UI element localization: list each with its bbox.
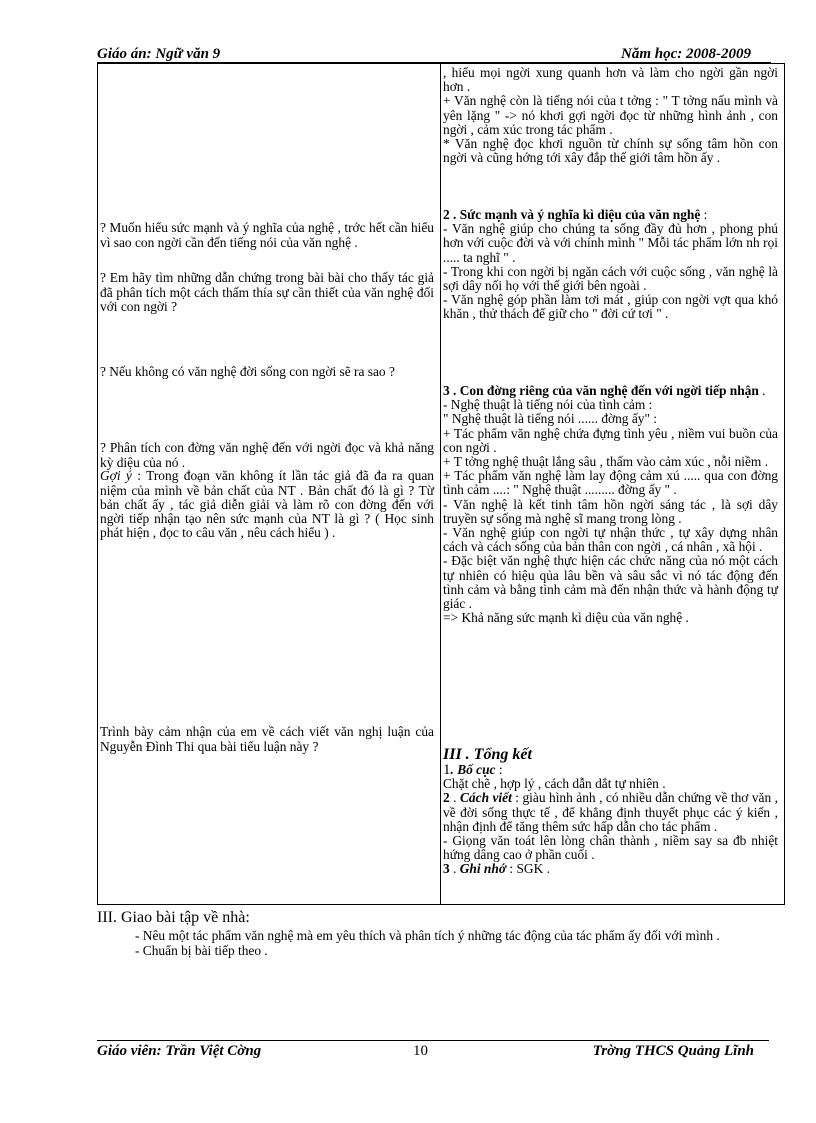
section-3-block: 3 . Con đờng riêng của văn nghệ đến với ngời tiếp nhận . - Nghệ thuật là tiếng nói của tình cảm : " Nghệ thuật là tiếng nói ...... đờng ấy" : + Tác phẩm văn nghệ chứa đựng tình yêu , niềm vui buồn của con ngời . + T tởng nghệ thuật lắng sâu , thấm vào cảm xúc , nỗi niềm . + Tác phẩm văn nghệ làm lay động cảm xú ..... qua con đờng tình cảm ....: " Nghệ thuật ......... đờng ấy " . - Văn nghệ là kết tinh tâm hồn ngời sáng tác , là sợi dây truyền sự sống mà nghệ sĩ mang trong lòng . - Văn nghệ giúp con ngời tự nhận thức , tự xây dựng nhân cách và cách sống của bản thân con ngời , cá nhân , xã hội . - Đặc biệt văn nghệ thực hiện các chức năng của nó một cách tự nhiên có hiệu qủa lâu bền và sâu sắc vì nó tác động đến tình cảm và bằng tình cảm mà đến nhận thức và hành động tự giác . => Khả năng sức mạnh kì diệu của văn nghệ . bbox=[443, 383, 778, 626]
section-2-item: - Văn nghệ góp phần làm tơi mát , giúp con ngời vợt qua khó khăn , thử thách để giữ cho " đời cứ tơi " . bbox=[443, 292, 778, 322]
question-4: ? Phân tích con đờng văn nghệ đến với ngời đọc và khả năng kỳ diệu của nó . bbox=[100, 440, 434, 470]
homework-title: III. Giao bài tập về nhà: bbox=[97, 909, 250, 926]
section-3-item: + Tác phẩm văn nghệ làm lay động cảm xú ..... qua con đờng tình cảm ....: " Nghệ thuật ......... đờng ấy " . bbox=[443, 468, 778, 498]
hint-label: Gợi ý bbox=[100, 468, 132, 484]
right-line-2: + Văn nghệ còn là tiếng nói của t tởng : " T tởng nấu mình và yên lặng " -> nó khơi gợi ngời đọc từ những hình ảnh , con ngời , cảm xúc trong tác phẩm . bbox=[443, 93, 778, 137]
right-line-3: * Văn nghệ đọc khơi nguồn từ chính sự sống tâm hồn con ngời và cũng hớng tới xây đắp thế giới tâm hồn ấy . bbox=[443, 136, 778, 166]
footer-teacher: Giáo viên: Trần Việt Cờng bbox=[97, 1043, 262, 1059]
header-school-year: Năm học: 2008-2009 bbox=[621, 46, 751, 62]
section-3-heading: 3 . Con đờng riêng của văn nghệ đến với ngời tiếp nhận bbox=[443, 383, 759, 398]
header-subject: Giáo án: Ngữ văn 9 bbox=[97, 46, 221, 62]
summary-block: III . Tổng kết 1. Bố cục : Chặt chẽ , hợp lý , cách dẫn dắt tự nhiên . 2 . Cách viết : giàu hình ảnh , có nhiều dẫn chứng về thơ văn , về đời sống thực tế , để khẳng định thuyết phục các ý kiến , nhận định để tăng thêm sức hấp dẫn cho tác phẩm . - Giọng văn toát lên lòng chân thành , niềm say sa đb nhiệt hứng dâng cao ở phần cuối . 3 . Ghi nhớ : SGK . bbox=[443, 746, 779, 877]
right-line-1: , hiểu mọi ngời xung quanh hơn và làm cho ngời gần ngời hơn . bbox=[443, 65, 778, 95]
writing-style-text: : giàu hình ảnh , có nhiều dẫn chứng về thơ văn , về đời sống thực tế , để khẳng định thuyết phục các ý kiến , nhận định để tăng thêm sức hấp dẫn cho tác phẩm . bbox=[443, 790, 779, 834]
section-2-heading: 2 . Sức mạnh và ý nghĩa kì diệu của văn nghệ bbox=[443, 207, 701, 222]
footer-rule bbox=[97, 1040, 769, 1041]
section-2-block: 2 . Sức mạnh và ý nghĩa kì diệu của văn nghệ : - Văn nghệ giúp cho chúng ta sống đầy đủ hơn , phong phú hơn với cuộc đời và với chính mình " Mỗi tác phẩm lớn nh rọi ..... ta nghĩ " . - Trong khi con ngời bị ngăn cách với cuộc sống , văn nghệ là sợi dây nối họ với thế giới bên ngoài . - Văn nghệ góp phần làm tơi mát , giúp con ngời vợt qua khó khăn , thử thách để giữ cho " đời cứ tơi " . bbox=[443, 207, 778, 322]
section-3-item: - Văn nghệ là kết tinh tâm hồn ngời sáng tác , là sợi dây truyền sự sống mà nghệ sĩ mang trong lòng . bbox=[443, 496, 778, 526]
question-5: Trình bày cảm nhận của em về cách viết văn nghị luận của Nguyễn Đình Thi qua bài tiểu luận này ? bbox=[100, 724, 434, 754]
section-3-item: " Nghệ thuật là tiếng nói ...... đờng ấy" : bbox=[443, 411, 658, 427]
hint-text: : Trong đoạn văn không ít lần tác giả đã đa ra quan niệm của mình về bản chất của NT . Bản chất đó là gì ? Từ bản chất ấy , tác giả diễn giải và làm rõ con đờng đến với ngời tiếp nhận tạo nên sức mạnh của NT là gì ? ( Học sinh phát hiện , đọc to câu văn , nêu cách hiểu ) . bbox=[100, 468, 434, 541]
homework-item: - Chuẩn bị bài tiếp theo . bbox=[135, 943, 268, 958]
footer-school: Trờng THCS Quảng Lĩnh bbox=[592, 1043, 754, 1059]
page-footer bbox=[97, 1043, 769, 1063]
section-2-item: - Văn nghệ giúp cho chúng ta sống đầy đủ hơn , phong phú hơn với cuộc đời và với chính mình " Mỗi tác phẩm lớn nh rọi ..... ta nghĩ " . bbox=[443, 221, 778, 265]
homework-item: - Nêu một tác phẩm văn nghệ mà em yêu thích và phân tích ý những tác động của tác phẩm ấy đối với mình . bbox=[135, 928, 720, 943]
voice-text: - Giọng văn toát lên lòng chân thành , niềm say sa đb nhiệt hứng dâng cao ở phần cuối . bbox=[443, 833, 778, 863]
layout-text: Chặt chẽ , hợp lý , cách dẫn dắt tự nhiên . bbox=[443, 776, 666, 792]
section-3-item: + T tởng nghệ thuật lắng sâu , thấm vào cảm xúc , nỗi niềm . bbox=[443, 454, 769, 470]
homework-section bbox=[97, 910, 807, 958]
column-divider bbox=[440, 64, 441, 904]
page-header bbox=[97, 44, 769, 64]
layout-label: . Bố cục bbox=[450, 762, 496, 777]
writing-style-label: Cách viết bbox=[460, 790, 512, 806]
right-top-block bbox=[443, 66, 778, 165]
remember-label: Ghi nhớ bbox=[459, 861, 507, 877]
lesson-table bbox=[97, 63, 785, 905]
page-number: 10 bbox=[413, 1043, 428, 1059]
section-3-item: - Văn nghệ giúp con ngời tự nhận thức , tự xây dựng nhân cách và cách sống của bản thân con ngời , cá nhân , xã hội . bbox=[443, 525, 778, 555]
question-3: ? Nếu không có văn nghệ đời sống con ngời sẽ ra sao ? bbox=[100, 364, 395, 380]
hint-block bbox=[100, 469, 434, 540]
summary-title: III . Tổng kết bbox=[443, 746, 532, 763]
section-2-item: - Trong khi con ngời bị ngăn cách với cuộc sống , văn nghệ là sợi dây nối họ với thế giới bên ngoài . bbox=[443, 263, 778, 294]
question-1: ? Muốn hiểu sức mạnh và ý nghĩa của nghệ , trớc hết cần hiểu vì sao con ngời cần đến tiếng nói của văn nghệ . bbox=[100, 220, 434, 250]
section-3-item: - Nghệ thuật là tiếng nói của tình cảm : bbox=[443, 397, 653, 413]
section-3-conclusion: => Khả năng sức mạnh kì diệu của văn nghệ . bbox=[443, 610, 689, 626]
question-2: ? Em hãy tìm những dẫn chứng trong bài bài cho thấy tác giả đã phân tích một cách thấm thía sự cần thiết của văn nghệ đối với con ngời ? bbox=[100, 270, 434, 314]
section-3-item: + Tác phẩm văn nghệ chứa đựng tình yêu , niềm vui buồn của con ngời . bbox=[443, 425, 778, 455]
section-3-item: - Đặc biệt văn nghệ thực hiện các chức năng của nó một cách tự nhiên có hiệu qủa lâu bền và sâu sắc vì nó tác động đến tình cảm và bằng tình cảm mà đến nhận thức và hành động tự giác . bbox=[443, 553, 778, 612]
